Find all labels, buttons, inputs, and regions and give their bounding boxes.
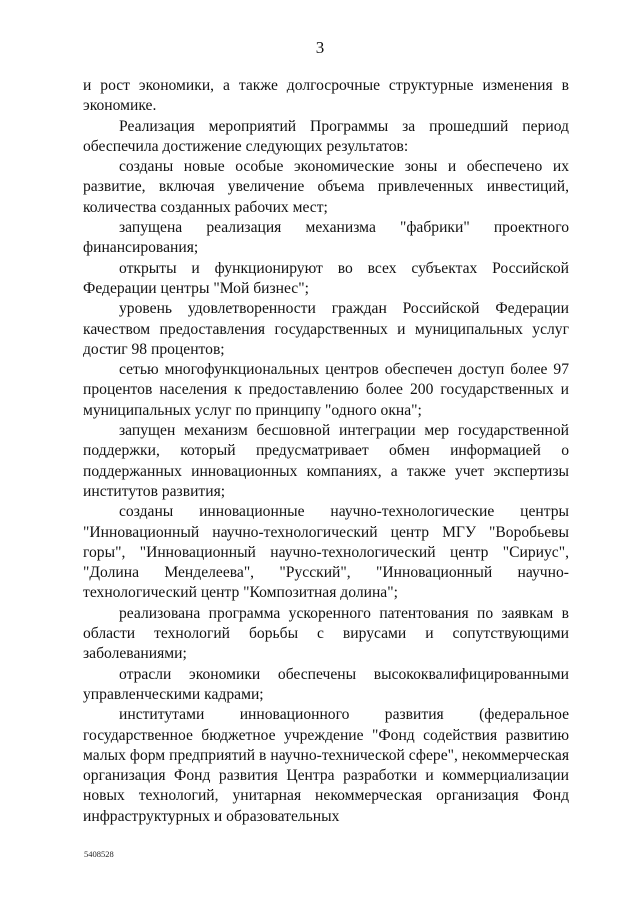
paragraph: уровень удовлетворенности граждан Российской Федерации качеством предоставления государственных и муниципальных услуг достиг 98 процентов;	[83, 300, 569, 358]
document-code: 5408528	[84, 849, 114, 859]
page-number: 3	[315, 38, 325, 57]
paragraph: созданы новые особые экономические зоны и обеспечено их развитие, включая увеличение объема привлеченных инвестиций, количества созданных рабочих мест;	[83, 158, 569, 216]
paragraph: запущен механизм бесшовной интеграции мер государственной поддержки, который предусматривает обмен информацией о поддержанных инновационных компаниях, а также учет экспертизы институтов развития;	[83, 422, 569, 500]
paragraph: и рост экономики, а также долгосрочные структурные изменения в экономике.	[83, 77, 569, 115]
paragraph: запущена реализация механизма "фабрики" проектного финансирования;	[83, 219, 569, 257]
paragraph: открыты и функционируют во всех субъектах Российской Федерации центры "Мой бизнес";	[83, 259, 569, 297]
paragraph: сетью многофункциональных центров обеспечен доступ более 97 процентов населения к предоставлению более 200 государственных и муниципальных услуг по принципу "одного окна";	[83, 361, 569, 419]
paragraph: институтами инновационного развития (федеральное государственное бюджетное учреждение "Фонд содействия развитию малых форм предприятий в научно-технической сфере", некоммерческая организация Фонд развития Центра разработки и коммерциализации новых технологий, унитарная некоммерческая организация Фонд инфраструктурных и образовательных	[83, 706, 569, 825]
paragraph: Реализация мероприятий Программы за прошедший период обеспечила достижение следующих результатов:	[83, 117, 569, 155]
document-body	[83, 76, 569, 827]
paragraph: созданы инновационные научно-технологические центры "Инновационный научно-технологический центр МГУ "Воробьевы горы", "Инновационный научно-технологический центр "Сириус", "Долина Менделеева", "Русский", "Инновационный научно-технологический центр "Композитная долина";	[83, 503, 569, 602]
paragraph: отрасли экономики обеспечены высококвалифицированными управленческими кадрами;	[83, 665, 569, 703]
paragraph: реализована программа ускоренного патентования по заявкам в области технологий борьбы с вирусами и сопутствующими заболеваниями;	[83, 604, 569, 663]
